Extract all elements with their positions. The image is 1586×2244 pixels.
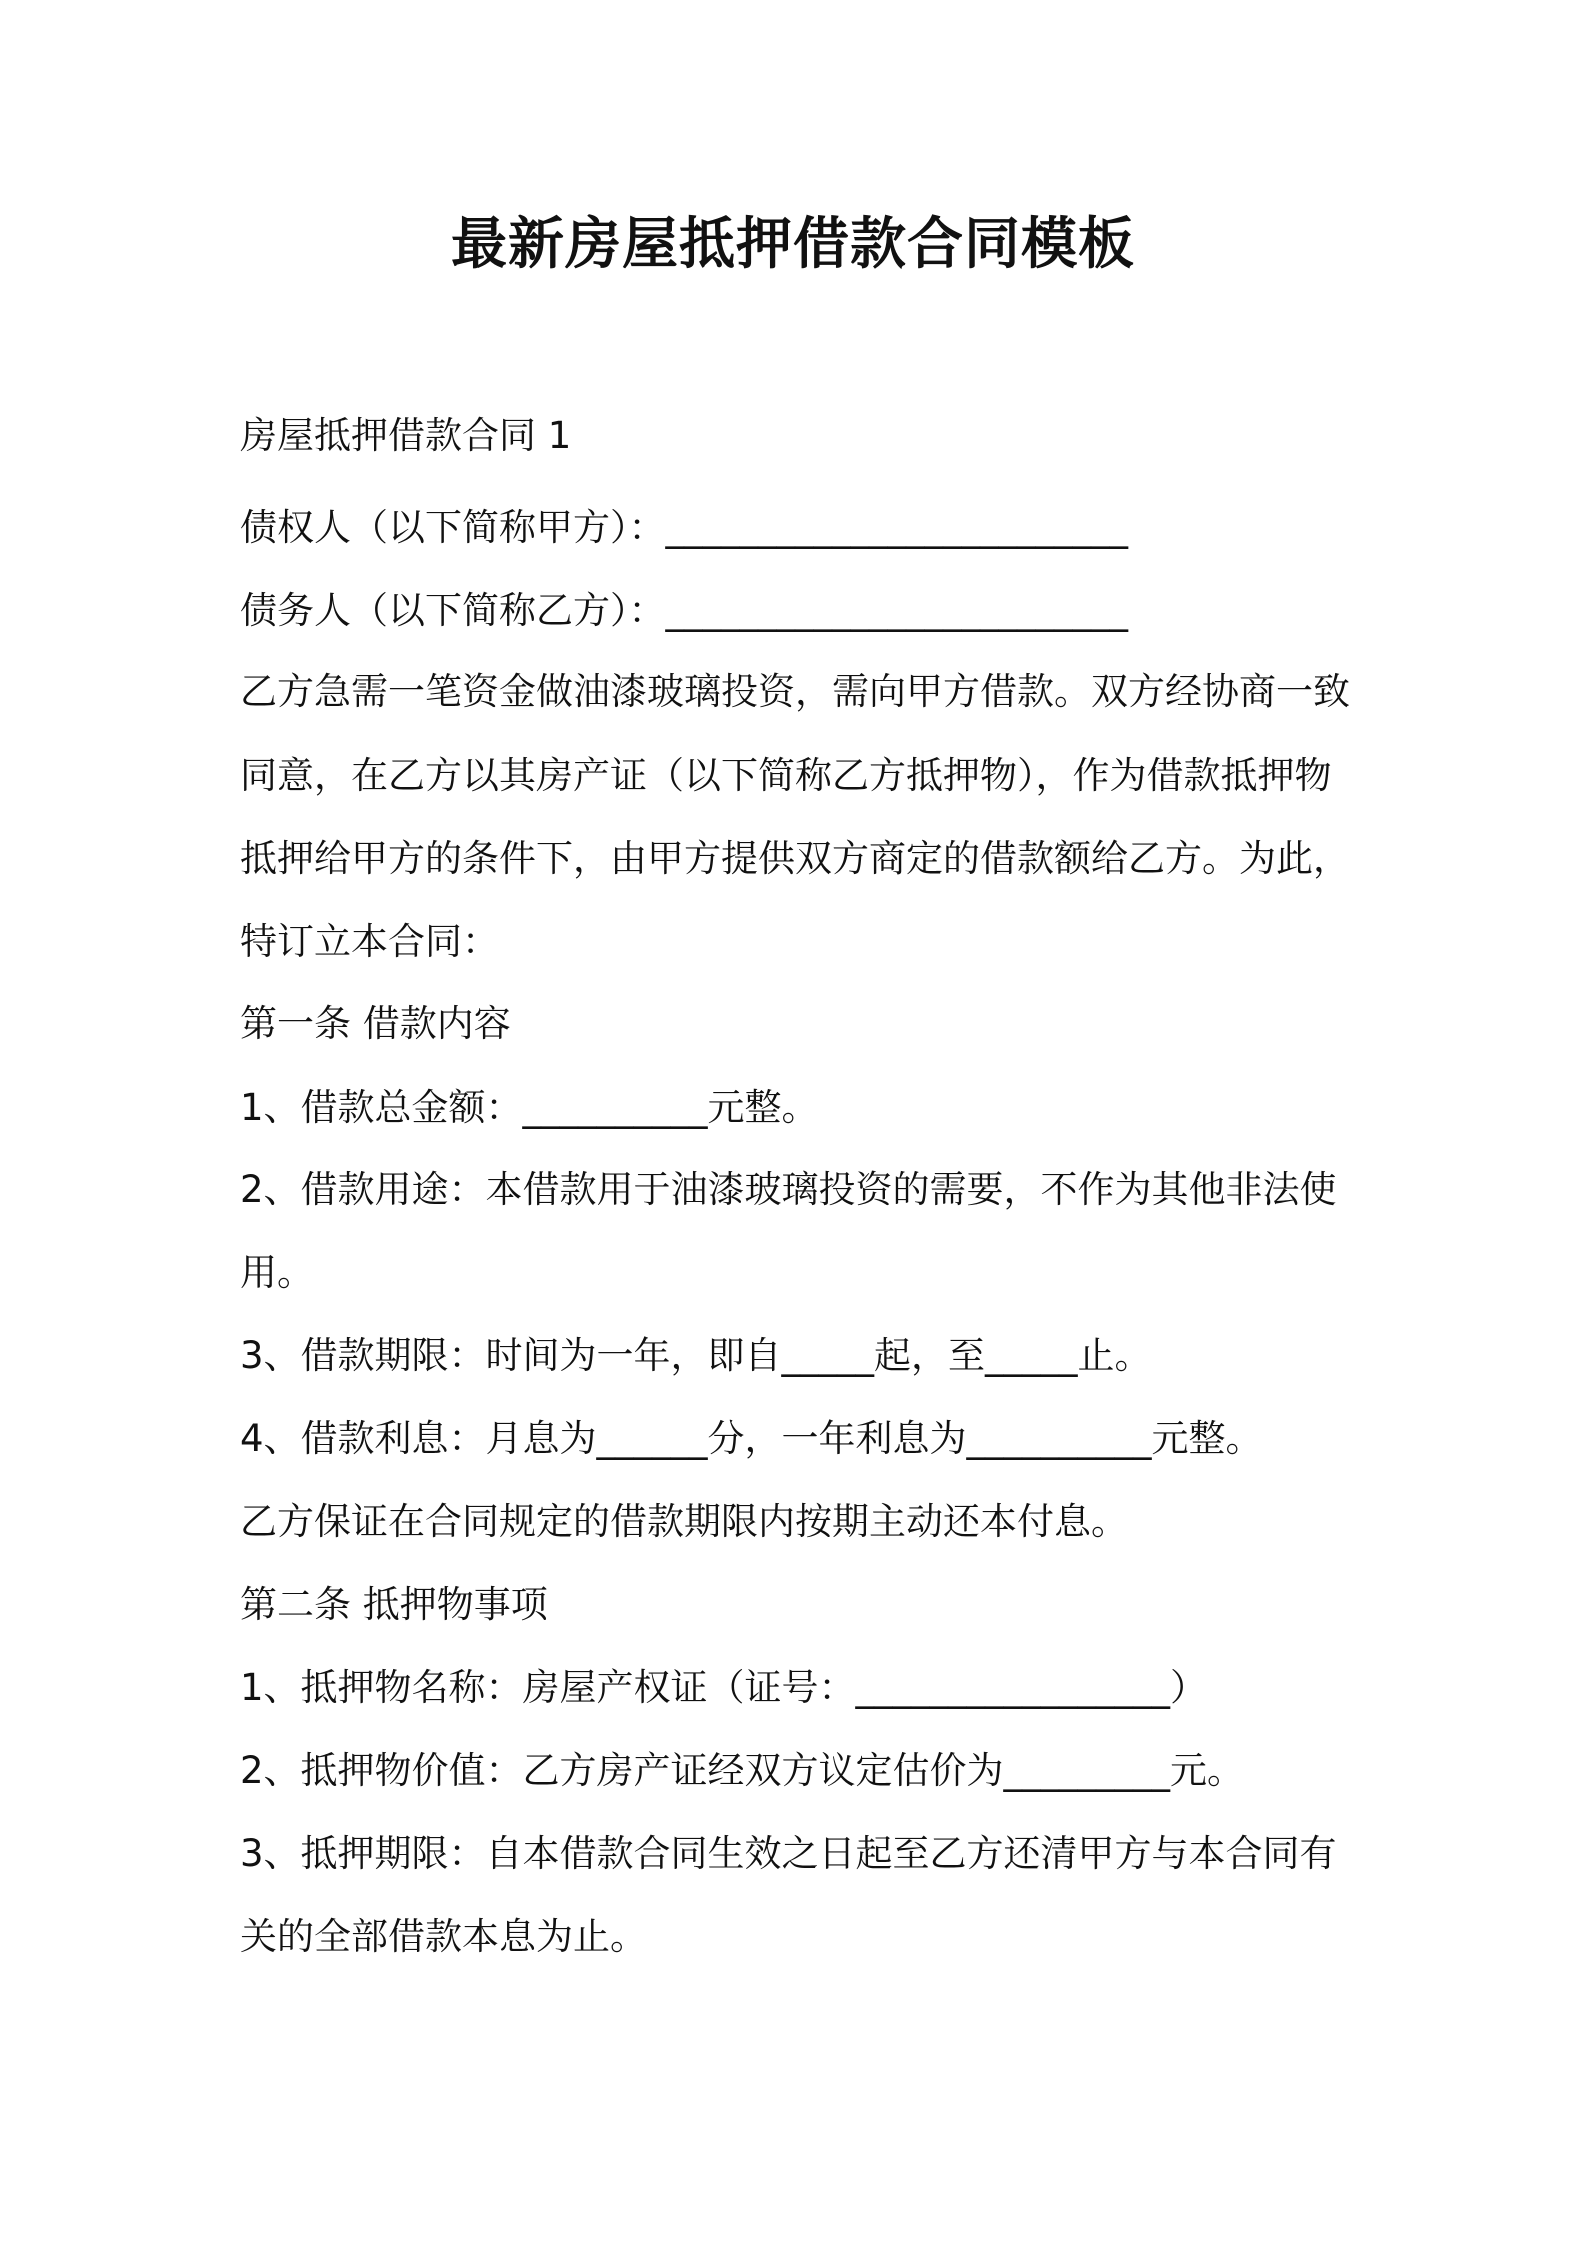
- article-2-item-3-cont: 关的全部借款本息为止。: [240, 1915, 647, 1958]
- preamble-line-1: 乙方急需一笔资金做油漆玻璃投资，需向甲方借款。双方经协商一致: [240, 670, 1350, 713]
- preamble-line-3: 抵押给甲方的条件下，由甲方提供双方商定的借款额给乙方。为此，: [240, 837, 1350, 880]
- repayment-guarantee: 乙方保证在合同规定的借款期限内按期主动还本付息。: [240, 1500, 1128, 1543]
- contract-subtitle: 房屋抵押借款合同 1: [240, 414, 572, 457]
- preamble-line-2: 同意，在乙方以其房产证（以下简称乙方抵押物），作为借款抵押物: [240, 754, 1332, 797]
- article-2-item-3: 3、抵押期限：自本借款合同生效之日起至乙方还清甲方与本合同有: [240, 1832, 1337, 1875]
- document-title: 最新房屋抵押借款合同模板: [451, 212, 1135, 277]
- article-1-item-2: 2、借款用途：本借款用于油漆玻璃投资的需要，不作为其他非法使: [240, 1168, 1337, 1211]
- article-2-item-1: 1、抵押物名称：房屋产权证（证号：_________________）: [240, 1666, 1208, 1709]
- debtor-line: 债务人（以下简称乙方）：_________________________: [240, 589, 1128, 632]
- article-1-item-3: 3、借款期限：时间为一年，即自_____起，至_____止。: [240, 1334, 1152, 1377]
- article-1-item-4: 4、借款利息：月息为______分，一年利息为__________元整。: [240, 1417, 1263, 1460]
- article-1-heading: 第一条 借款内容: [240, 1002, 511, 1045]
- article-2-heading: 第二条 抵押物事项: [240, 1583, 548, 1626]
- article-1-item-1: 1、借款总金额：__________元整。: [240, 1086, 819, 1129]
- article-2-item-2: 2、抵押物价值：乙方房产证经双方议定估价为_________元。: [240, 1749, 1245, 1792]
- preamble-line-4: 特订立本合同：: [240, 920, 499, 963]
- article-1-item-2-cont: 用。: [240, 1251, 314, 1294]
- creditor-line: 债权人（以下简称甲方）：_________________________: [240, 506, 1128, 549]
